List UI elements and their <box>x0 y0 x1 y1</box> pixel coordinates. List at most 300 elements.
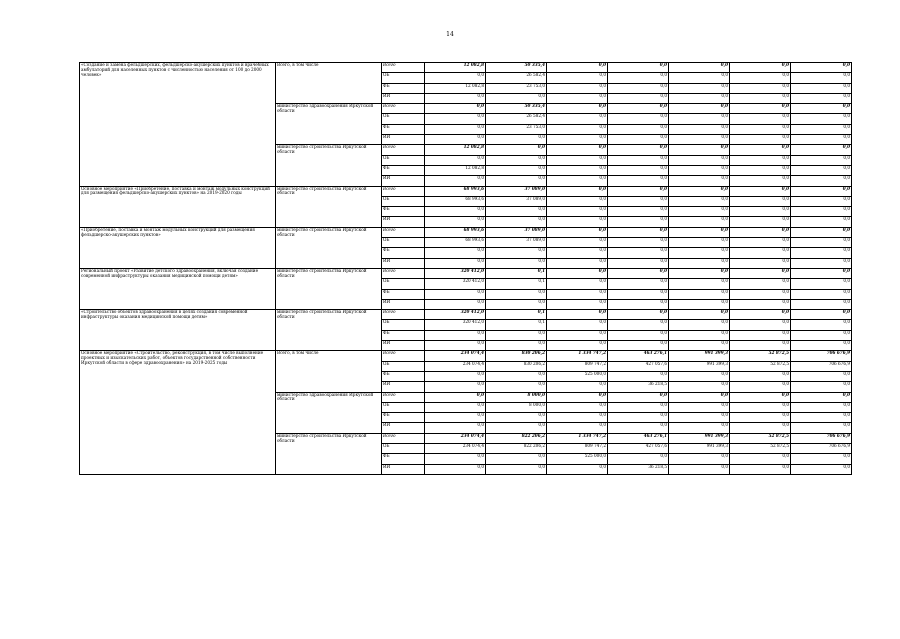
amount-cell: 0,0 <box>547 155 608 165</box>
funding-source-label: ОБ <box>382 279 425 289</box>
amount-cell: 0,0 <box>608 258 669 268</box>
amount-cell: 0,0 <box>608 176 669 186</box>
amount-cell: 0,0 <box>547 299 608 309</box>
amount-cell: 23 753,0 <box>486 124 547 134</box>
funding-source-label: ОБ <box>382 443 425 453</box>
amount-cell: 0,0 <box>791 155 852 165</box>
amount-cell: 0,0 <box>608 217 669 227</box>
amount-cell: 0,0 <box>425 392 486 402</box>
amount-cell: 0,0 <box>486 258 547 268</box>
amount-cell: 0,0 <box>669 310 730 320</box>
amount-cell: 1 334 747,2 <box>547 433 608 443</box>
amount-cell: 0,0 <box>730 165 791 175</box>
amount-cell: 0,0 <box>791 382 852 392</box>
amount-cell: 12 082,8 <box>425 165 486 175</box>
amount-cell: 0,0 <box>486 299 547 309</box>
amount-cell: 0,0 <box>486 155 547 165</box>
amount-cell: 0,0 <box>425 330 486 340</box>
amount-cell: 0,0 <box>791 320 852 330</box>
amount-cell: 0,0 <box>730 104 791 114</box>
amount-cell: 0,0 <box>547 238 608 248</box>
measure-name: «Создание и замена фельдшерских, фельдшерско-акушерских пунктов и врачебных амбулаторий для населенных пунктов с численностью населения от 100 до 2000 человек» <box>80 63 276 187</box>
amount-cell: 0,0 <box>791 454 852 464</box>
amount-cell: 0,0 <box>486 207 547 217</box>
funding-source-label: ИИ <box>382 176 425 186</box>
amount-cell: 0,0 <box>425 371 486 381</box>
amount-cell: 0,0 <box>608 238 669 248</box>
amount-cell: 0,0 <box>791 83 852 93</box>
funding-source-label: Всего <box>382 310 425 320</box>
funding-source-label: ИИ <box>382 258 425 268</box>
amount-cell: 0,0 <box>547 341 608 351</box>
measure-name: «Приобретение, поставка и монтаж модульных конструкций для размещения фельдшерско-акушерских пунктов» <box>80 227 276 268</box>
amount-cell: 0,0 <box>730 382 791 392</box>
amount-cell: 0,0 <box>669 392 730 402</box>
amount-cell: 0,0 <box>791 73 852 83</box>
amount-cell: 0,0 <box>486 165 547 175</box>
amount-cell: 0,0 <box>547 289 608 299</box>
amount-cell: 0,0 <box>547 165 608 175</box>
executor-name: министерство здравоохранения Иркутской области <box>276 392 382 433</box>
amount-cell: 0,0 <box>547 402 608 412</box>
amount-cell: 0,0 <box>730 320 791 330</box>
amount-cell: 0,0 <box>425 124 486 134</box>
amount-cell: 0,0 <box>547 93 608 103</box>
amount-cell: 0,0 <box>547 217 608 227</box>
funding-source-label: ФБ <box>382 165 425 175</box>
amount-cell: 0,0 <box>425 135 486 145</box>
amount-cell: 37 089,0 <box>486 227 547 237</box>
amount-cell: 830 206,2 <box>486 361 547 371</box>
amount-cell: 427 057,6 <box>608 361 669 371</box>
amount-cell: 0,0 <box>547 464 608 474</box>
amount-cell: 0,0 <box>547 73 608 83</box>
amount-cell: 0,0 <box>608 124 669 134</box>
amount-cell: 0,0 <box>608 104 669 114</box>
amount-cell: 0,0 <box>425 341 486 351</box>
amount-cell: 0,0 <box>425 73 486 83</box>
amount-cell: 0,1 <box>486 310 547 320</box>
amount-cell: 822 206,2 <box>486 433 547 443</box>
amount-cell: 0,0 <box>425 258 486 268</box>
funding-source-label: ОБ <box>382 196 425 206</box>
table-row <box>80 268 852 278</box>
amount-cell: 0,0 <box>791 268 852 278</box>
funding-source-label: ОБ <box>382 155 425 165</box>
amount-cell: 0,0 <box>608 63 669 73</box>
amount-cell: 52 872,5 <box>730 361 791 371</box>
amount-cell: 0,0 <box>608 114 669 124</box>
amount-cell: 0,0 <box>669 135 730 145</box>
amount-cell: 0,0 <box>791 217 852 227</box>
amount-cell: 0,0 <box>791 165 852 175</box>
funding-source-label: Всего <box>382 351 425 361</box>
amount-cell: 234 074,4 <box>425 351 486 361</box>
executor-name: министерство строительства Иркутской области <box>276 310 382 351</box>
amount-cell: 320 412,0 <box>425 320 486 330</box>
funding-source-label: Всего <box>382 104 425 114</box>
amount-cell: 0,0 <box>608 289 669 299</box>
funding-source-label: ОБ <box>382 114 425 124</box>
funding-source-label: ИИ <box>382 135 425 145</box>
amount-cell: 37 089,0 <box>486 196 547 206</box>
funding-source-label: Всего <box>382 186 425 196</box>
funding-source-label: Всего <box>382 145 425 155</box>
amount-cell: 0,0 <box>730 114 791 124</box>
amount-cell: 0,0 <box>669 299 730 309</box>
amount-cell: 0,0 <box>425 382 486 392</box>
amount-cell: 0,0 <box>730 330 791 340</box>
amount-cell: 0,0 <box>669 279 730 289</box>
amount-cell: 0,0 <box>547 176 608 186</box>
amount-cell: 0,0 <box>425 454 486 464</box>
amount-cell: 0,0 <box>547 186 608 196</box>
amount-cell: 809 747,2 <box>547 361 608 371</box>
amount-cell: 427 057,6 <box>608 443 669 453</box>
amount-cell: 809 747,2 <box>547 443 608 453</box>
amount-cell: 0,0 <box>608 73 669 83</box>
amount-cell: 0,0 <box>547 104 608 114</box>
amount-cell: 0,0 <box>425 248 486 258</box>
amount-cell: 0,0 <box>547 114 608 124</box>
funding-source-label: ОБ <box>382 402 425 412</box>
amount-cell: 0,0 <box>608 423 669 433</box>
amount-cell: 0,0 <box>608 341 669 351</box>
amount-cell: 0,0 <box>547 145 608 155</box>
amount-cell: 0,0 <box>425 299 486 309</box>
amount-cell: 0,0 <box>791 423 852 433</box>
amount-cell: 0,0 <box>547 258 608 268</box>
amount-cell: 68 993,6 <box>425 196 486 206</box>
amount-cell: 0,0 <box>730 176 791 186</box>
executor-name: министерство строительства Иркутской области <box>276 227 382 268</box>
amount-cell: 525 000,0 <box>547 454 608 464</box>
funding-source-label: ОБ <box>382 320 425 330</box>
amount-cell: 23 753,0 <box>486 83 547 93</box>
measure-name: Основное мероприятие «Строительство, реконструкция, в том числе выполнение проектных и изыскательских работ, объектов государственной собственности Иркутской области в сфере здравоохранения» на 2019-2025 годы <box>80 351 276 475</box>
amount-cell: 0,0 <box>730 299 791 309</box>
amount-cell: 0,0 <box>547 268 608 278</box>
amount-cell: 0,0 <box>791 279 852 289</box>
amount-cell: 0,0 <box>608 248 669 258</box>
amount-cell: 0,0 <box>791 227 852 237</box>
executor-name: Всего, в том числе <box>276 63 382 104</box>
amount-cell: 36 218,5 <box>608 382 669 392</box>
amount-cell: 234 074,4 <box>425 361 486 371</box>
amount-cell: 1 334 747,2 <box>547 351 608 361</box>
amount-cell: 991 399,3 <box>669 361 730 371</box>
amount-cell: 0,0 <box>730 341 791 351</box>
funding-source-label: ИИ <box>382 299 425 309</box>
amount-cell: 0,0 <box>791 341 852 351</box>
amount-cell: 0,0 <box>730 93 791 103</box>
amount-cell: 0,0 <box>608 454 669 464</box>
funding-source-label: ИИ <box>382 217 425 227</box>
amount-cell: 0,0 <box>486 176 547 186</box>
amount-cell: 0,0 <box>425 93 486 103</box>
amount-cell: 0,0 <box>669 176 730 186</box>
amount-cell: 0,0 <box>608 279 669 289</box>
amount-cell: 0,0 <box>730 207 791 217</box>
amount-cell: 0,0 <box>425 114 486 124</box>
table-row <box>80 186 852 196</box>
amount-cell: 0,0 <box>486 382 547 392</box>
amount-cell: 0,0 <box>669 145 730 155</box>
amount-cell: 0,0 <box>425 402 486 412</box>
amount-cell: 0,0 <box>547 330 608 340</box>
amount-cell: 0,0 <box>608 310 669 320</box>
amount-cell: 0,0 <box>669 104 730 114</box>
amount-cell: 0,0 <box>730 196 791 206</box>
amount-cell: 0,0 <box>791 371 852 381</box>
executor-name: министерство строительства Иркутской области <box>276 186 382 227</box>
amount-cell: 0,0 <box>791 392 852 402</box>
amount-cell: 0,0 <box>669 341 730 351</box>
amount-cell: 0,0 <box>547 207 608 217</box>
amount-cell: 0,0 <box>730 268 791 278</box>
amount-cell: 0,0 <box>730 423 791 433</box>
amount-cell: 0,0 <box>730 227 791 237</box>
amount-cell: 0,0 <box>791 186 852 196</box>
amount-cell: 0,0 <box>730 279 791 289</box>
amount-cell: 0,0 <box>730 155 791 165</box>
amount-cell: 0,0 <box>730 454 791 464</box>
amount-cell: 0,0 <box>791 289 852 299</box>
funding-source-label: ФБ <box>382 413 425 423</box>
amount-cell: 0,0 <box>608 299 669 309</box>
funding-source-label: ФБ <box>382 289 425 299</box>
amount-cell: 0,0 <box>730 392 791 402</box>
amount-cell: 0,0 <box>730 238 791 248</box>
table-row <box>80 227 852 237</box>
amount-cell: 0,0 <box>730 464 791 474</box>
amount-cell: 0,0 <box>547 196 608 206</box>
funding-source-label: Всего <box>382 63 425 73</box>
amount-cell: 0,0 <box>730 124 791 134</box>
funding-source-label: Всего <box>382 268 425 278</box>
funding-source-label: ИИ <box>382 382 425 392</box>
funding-source-label: ОБ <box>382 73 425 83</box>
amount-cell: 0,1 <box>486 268 547 278</box>
amount-cell: 0,0 <box>791 135 852 145</box>
amount-cell: 0,0 <box>486 248 547 258</box>
amount-cell: 991 399,3 <box>669 351 730 361</box>
funding-source-label: ФБ <box>382 371 425 381</box>
amount-cell: 0,0 <box>791 238 852 248</box>
amount-cell: 0,0 <box>669 114 730 124</box>
amount-cell: 0,0 <box>547 83 608 93</box>
amount-cell: 0,0 <box>669 83 730 93</box>
amount-cell: 0,0 <box>730 248 791 258</box>
amount-cell: 234 074,4 <box>425 433 486 443</box>
amount-cell: 0,0 <box>486 135 547 145</box>
amount-cell: 0,0 <box>486 454 547 464</box>
amount-cell: 0,0 <box>608 268 669 278</box>
measure-name: Основное мероприятие «Приобретение, поставка и монтаж модульных конструкций для размещения фельдшерско-акушерских пунктов» на 2019-2020 годы <box>80 186 276 227</box>
amount-cell: 0,0 <box>730 402 791 412</box>
amount-cell: 0,0 <box>669 155 730 165</box>
amount-cell: 0,0 <box>608 402 669 412</box>
amount-cell: 320 412,0 <box>425 310 486 320</box>
amount-cell: 52 872,5 <box>730 443 791 453</box>
amount-cell: 0,0 <box>425 289 486 299</box>
amount-cell: 0,0 <box>791 248 852 258</box>
amount-cell: 706 676,9 <box>791 351 852 361</box>
amount-cell: 0,0 <box>730 258 791 268</box>
page-number: 14 <box>446 31 454 38</box>
table-row <box>80 351 852 361</box>
amount-cell: 0,0 <box>791 258 852 268</box>
amount-cell: 0,0 <box>791 310 852 320</box>
amount-cell: 0,1 <box>486 279 547 289</box>
amount-cell: 0,0 <box>425 413 486 423</box>
amount-cell: 0,0 <box>547 392 608 402</box>
amount-cell: 0,0 <box>608 165 669 175</box>
amount-cell: 0,0 <box>669 464 730 474</box>
amount-cell: 991 399,3 <box>669 443 730 453</box>
amount-cell: 0,0 <box>547 227 608 237</box>
executor-name: министерство здравоохранения Иркутской области <box>276 104 382 145</box>
funding-source-label: ИИ <box>382 464 425 474</box>
amount-cell: 0,0 <box>486 371 547 381</box>
amount-cell: 0,0 <box>791 114 852 124</box>
amount-cell: 0,0 <box>730 371 791 381</box>
amount-cell: 0,0 <box>730 135 791 145</box>
amount-cell: 37 089,0 <box>486 186 547 196</box>
amount-cell: 0,0 <box>669 289 730 299</box>
amount-cell: 0,0 <box>608 413 669 423</box>
amount-cell: 234 074,4 <box>425 443 486 453</box>
funding-source-label: ФБ <box>382 207 425 217</box>
amount-cell: 26 582,4 <box>486 73 547 83</box>
amount-cell: 0,0 <box>547 382 608 392</box>
amount-cell: 0,0 <box>486 93 547 103</box>
amount-cell: 0,0 <box>730 83 791 93</box>
amount-cell: 0,0 <box>425 104 486 114</box>
amount-cell: 0,0 <box>486 145 547 155</box>
funding-source-label: ФБ <box>382 124 425 134</box>
funding-source-label: ФБ <box>382 330 425 340</box>
amount-cell: 0,0 <box>791 464 852 474</box>
amount-cell: 0,0 <box>608 83 669 93</box>
amount-cell: 0,0 <box>547 310 608 320</box>
amount-cell: 0,0 <box>608 196 669 206</box>
amount-cell: 0,0 <box>486 289 547 299</box>
amount-cell: 0,0 <box>669 93 730 103</box>
executor-name: министерство строительства Иркутской области <box>276 433 382 474</box>
amount-cell: 52 872,5 <box>730 351 791 361</box>
amount-cell: 37 089,0 <box>486 238 547 248</box>
amount-cell: 0,1 <box>486 320 547 330</box>
amount-cell: 0,0 <box>486 330 547 340</box>
amount-cell: 0,0 <box>608 145 669 155</box>
executor-name: министерство строительства Иркутской области <box>276 145 382 186</box>
amount-cell: 706 676,9 <box>791 433 852 443</box>
amount-cell: 0,0 <box>669 454 730 464</box>
amount-cell: 0,0 <box>669 63 730 73</box>
amount-cell: 0,0 <box>547 413 608 423</box>
amount-cell: 0,0 <box>669 371 730 381</box>
amount-cell: 0,0 <box>730 289 791 299</box>
amount-cell: 0,0 <box>730 145 791 155</box>
amount-cell: 0,0 <box>486 413 547 423</box>
amount-cell: 0,0 <box>486 423 547 433</box>
amount-cell: 0,0 <box>791 413 852 423</box>
amount-cell: 0,0 <box>608 320 669 330</box>
amount-cell: 0,0 <box>791 330 852 340</box>
executor-name: министерство строительства Иркутской области <box>276 268 382 309</box>
funding-source-label: ИИ <box>382 423 425 433</box>
amount-cell: 0,0 <box>669 227 730 237</box>
amount-cell: 0,0 <box>425 217 486 227</box>
amount-cell: 52 872,5 <box>730 433 791 443</box>
amount-cell: 0,0 <box>425 464 486 474</box>
amount-cell: 12 082,8 <box>425 145 486 155</box>
amount-cell: 0,0 <box>791 176 852 186</box>
amount-cell: 0,0 <box>547 423 608 433</box>
amount-cell: 0,0 <box>669 165 730 175</box>
amount-cell: 706 676,9 <box>791 443 852 453</box>
amount-cell: 0,0 <box>608 93 669 103</box>
amount-cell: 12 082,8 <box>425 83 486 93</box>
amount-cell: 0,0 <box>791 402 852 412</box>
amount-cell: 0,0 <box>425 207 486 217</box>
amount-cell: 50 335,4 <box>486 63 547 73</box>
amount-cell: 68 993,6 <box>425 186 486 196</box>
amount-cell: 50 335,4 <box>486 104 547 114</box>
amount-cell: 0,0 <box>730 63 791 73</box>
amount-cell: 706 676,9 <box>791 361 852 371</box>
amount-cell: 0,0 <box>608 207 669 217</box>
amount-cell: 68 993,6 <box>425 238 486 248</box>
amount-cell: 0,0 <box>730 73 791 83</box>
table-row <box>80 310 852 320</box>
amount-cell: 0,0 <box>669 423 730 433</box>
amount-cell: 0,0 <box>669 258 730 268</box>
amount-cell: 0,0 <box>547 135 608 145</box>
measure-name: Региональный проект «Развитие детского здравоохранения, включая создание современной инфраструктуры оказания медицинской помощи детям» <box>80 268 276 309</box>
amount-cell: 0,0 <box>608 186 669 196</box>
funding-source-label: Всего <box>382 227 425 237</box>
funding-source-label: ОБ <box>382 238 425 248</box>
amount-cell: 0,0 <box>730 310 791 320</box>
funding-source-label: ИИ <box>382 93 425 103</box>
amount-cell: 0,0 <box>669 207 730 217</box>
amount-cell: 830 206,2 <box>486 351 547 361</box>
funding-source-label: Всего <box>382 392 425 402</box>
amount-cell: 0,0 <box>547 320 608 330</box>
amount-cell: 0,0 <box>669 196 730 206</box>
funding-table <box>79 62 852 475</box>
amount-cell: 0,0 <box>669 217 730 227</box>
amount-cell: 320 412,0 <box>425 279 486 289</box>
funding-source-label: ФБ <box>382 454 425 464</box>
amount-cell: 0,0 <box>608 392 669 402</box>
amount-cell: 68 993,6 <box>425 227 486 237</box>
amount-cell: 0,0 <box>669 320 730 330</box>
funding-source-label: ИИ <box>382 341 425 351</box>
amount-cell: 0,0 <box>791 104 852 114</box>
amount-cell: 0,0 <box>547 124 608 134</box>
amount-cell: 463 276,1 <box>608 433 669 443</box>
amount-cell: 0,0 <box>669 124 730 134</box>
amount-cell: 8 000,0 <box>486 392 547 402</box>
amount-cell: 0,0 <box>669 248 730 258</box>
amount-cell: 0,0 <box>425 176 486 186</box>
amount-cell: 822 206,2 <box>486 443 547 453</box>
amount-cell: 8 000,0 <box>486 402 547 412</box>
funding-source-label: Всего <box>382 433 425 443</box>
